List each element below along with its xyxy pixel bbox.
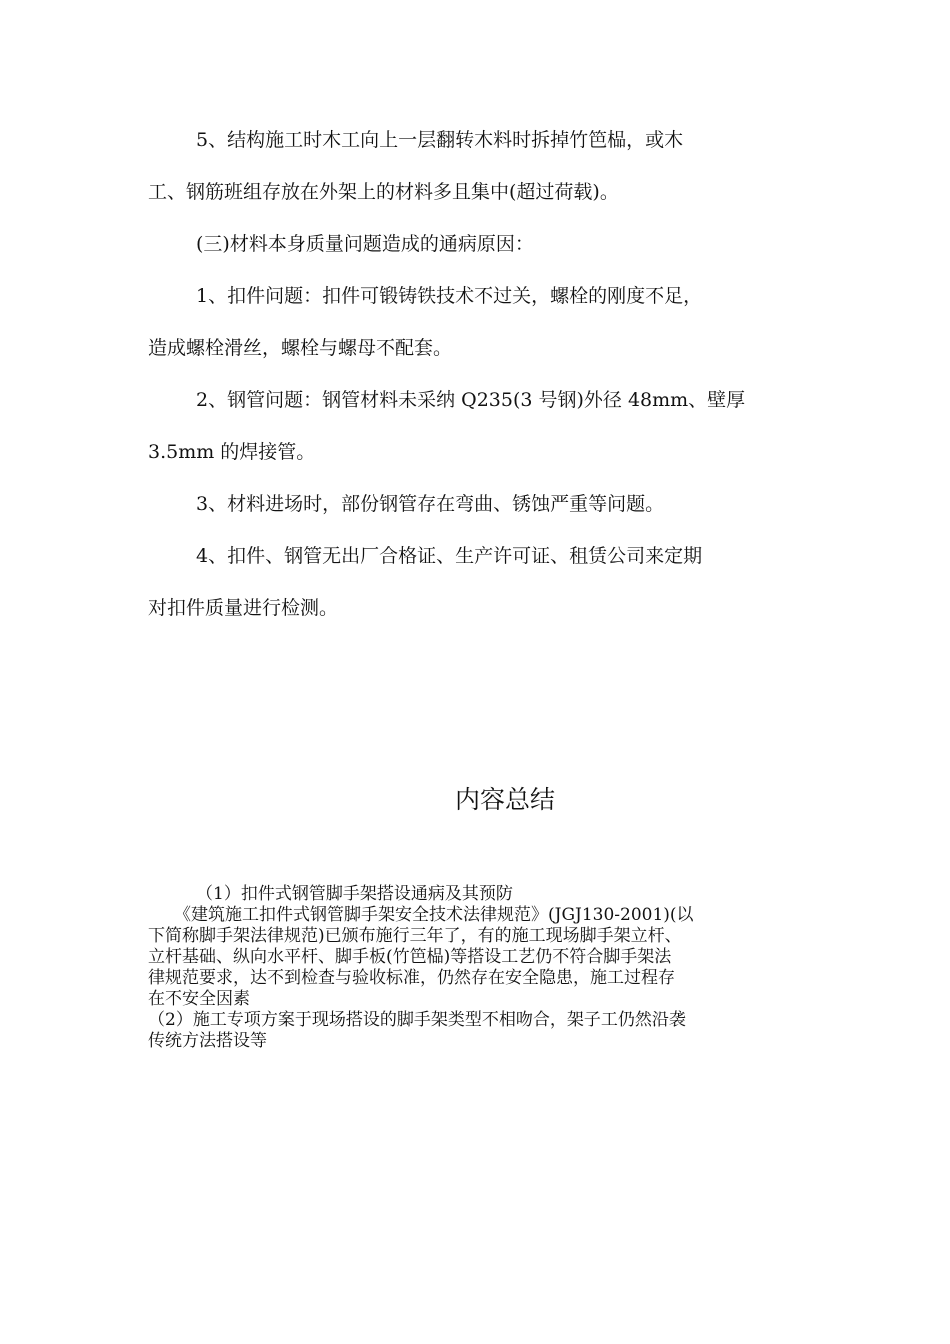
- paragraph-line: 4、扣件、钢管无出厂合格证、生产许可证、租赁公司来定期: [196, 545, 703, 567]
- summary-title: 内容总结: [454, 785, 555, 814]
- summary-line: 下简称脚手架法律规范)已颁布施行三年了，有的施工现场脚手架立杆、: [148, 926, 682, 946]
- paragraph-line: 3.5mm 的焊接管。: [148, 441, 316, 463]
- paragraph-line: 3、材料进场时，部份钢管存在弯曲、锈蚀严重等问题。: [196, 493, 665, 515]
- summary-body: [148, 884, 808, 1052]
- summary-line: 律规范要求，达不到检查与验收标准，仍然存在安全隐患，施工过程存: [148, 968, 675, 988]
- body-text: [148, 114, 808, 634]
- summary-line: 《建筑施工扣件式钢管脚手架安全技术法律规范》(JGJ130-2001)(以: [174, 905, 694, 925]
- paragraph-line: 对扣件质量进行检测。: [148, 597, 339, 619]
- paragraph-line: 2、钢管问题：钢管材料未采纳 Q235(3 号钢)外径 48mm、壁厚: [196, 389, 746, 411]
- summary-line: （2）施工专项方案于现场搭设的脚手架类型不相吻合，架子工仍然沿袭: [148, 1010, 686, 1030]
- paragraph-line: 工、钢筋班组存放在外架上的材料多且集中(超过荷载)。: [148, 181, 619, 203]
- paragraph-line: 造成螺栓滑丝，螺栓与螺母不配套。: [148, 337, 453, 359]
- summary-line: 立杆基础、纵向水平杆、脚手板(竹笆榀)等搭设工艺仍不符合脚手架法: [148, 947, 672, 967]
- summary-line: （1）扣件式钢管脚手架搭设通病及其预防: [196, 884, 513, 904]
- paragraph-line: 5、结构施工时木工向上一层翻转木料时拆掉竹笆榀，或木: [196, 129, 684, 151]
- section-heading: (三)材料本身质量问题造成的通病原因：: [196, 233, 534, 255]
- paragraph-line: 1、扣件问题：扣件可锻铸铁技术不过关，螺栓的刚度不足，: [196, 285, 703, 307]
- summary-line: 传统方法搭设等: [148, 1031, 267, 1051]
- summary-line: 在不安全因素: [148, 989, 250, 1009]
